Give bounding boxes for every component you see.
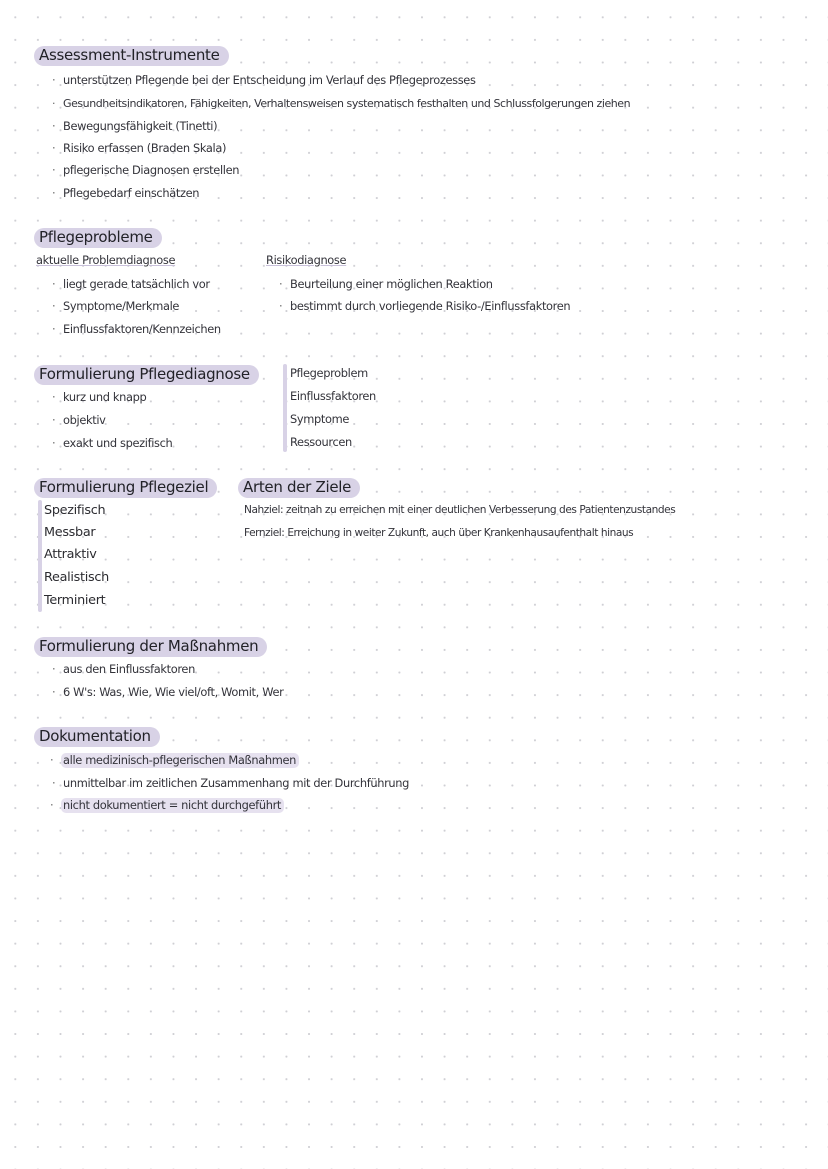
heading-dokumentation: Dokumentation [34, 727, 160, 747]
heading-assessment-instrumente: Assessment-Instrumente [34, 46, 229, 66]
pesr-item: Symptome [290, 412, 350, 426]
list-item: · nicht dokumentiert = nicht durchgeführt [61, 798, 284, 813]
fernziel-text: Fernziel: Erreichung in weiter Zukunft, auch über Krankenhausaufenthalt hinaus [244, 527, 634, 539]
pesr-item: Einflussfaktoren [290, 389, 376, 403]
aktuelle-problemdiagnose-label: aktuelle Problemdiagnose [36, 253, 176, 267]
pesr-item: Ressourcen [290, 435, 352, 449]
list-item: · alle medizinisch-pflegerischen Maßnahmen [61, 753, 299, 768]
heading-arten-der-ziele: Arten der Ziele [238, 478, 360, 498]
list-item: · kurz und knapp [63, 390, 146, 405]
list-item: · objektiv [63, 413, 106, 428]
list-item: · Beurteilung einer möglichen Reaktion [290, 277, 493, 292]
heading-formulierung-pflegediagnose: Formulierung Pflegediagnose [34, 365, 259, 385]
list-item: · unmittelbar im zeitlichen Zusammenhang mit der Durchführung [63, 776, 409, 791]
list-item: · Gesundheitsindikatoren, Fähigkeiten, Verhaltensweisen systematisch festhalten und Schlussfolgerungen ziehen [63, 96, 630, 111]
list-item: · Risiko erfassen (Braden Skala) [63, 141, 226, 156]
list-item: · liegt gerade tatsächlich vor [63, 277, 210, 292]
risikodiagnose-label: Risikodiagnose [266, 253, 347, 267]
pesr-item: Pflegeproblem [290, 366, 368, 380]
smart-item: Messbar [44, 525, 96, 540]
smart-item: Realistisch [44, 570, 109, 585]
heading-formulierung-der-massnahmen: Formulierung der Maßnahmen [34, 637, 267, 657]
smart-accent-bar [38, 500, 42, 612]
smart-item: Attraktiv [44, 547, 97, 562]
heading-pflegeprobleme: Pflegeprobleme [34, 228, 162, 248]
pesr-accent-bar [283, 364, 287, 452]
smart-item: Spezifisch [44, 503, 106, 518]
list-item: · 6 W's: Was, Wie, Wie viel/oft, Womit, Wer [63, 685, 283, 700]
smart-item: Terminiert [44, 593, 106, 608]
list-item: · pflegerische Diagnosen erstellen [63, 163, 239, 178]
list-item: · aus den Einflussfaktoren [63, 662, 195, 677]
list-item: · Pflegebedarf einschätzen [63, 186, 199, 201]
list-item: · Einflussfaktoren/Kennzeichen [63, 322, 221, 337]
nahziel-text: Nahziel: zeitnah zu erreichen mit einer deutlichen Verbesserung des Patientenzustandes [244, 504, 676, 516]
list-item: · unterstützen Pflegende bei der Entscheidung im Verlauf des Pflegeprozesses [63, 73, 476, 88]
list-item: · exakt und spezifisch [63, 436, 172, 451]
list-item: · bestimmt durch vorliegende Risiko-/Einflussfaktoren [290, 299, 570, 314]
list-item: · Symptome/Merkmale [63, 299, 179, 314]
heading-formulierung-pflegeziel: Formulierung Pflegeziel [34, 478, 217, 498]
list-item: · Bewegungsfähigkeit (Tinetti) [63, 119, 217, 134]
